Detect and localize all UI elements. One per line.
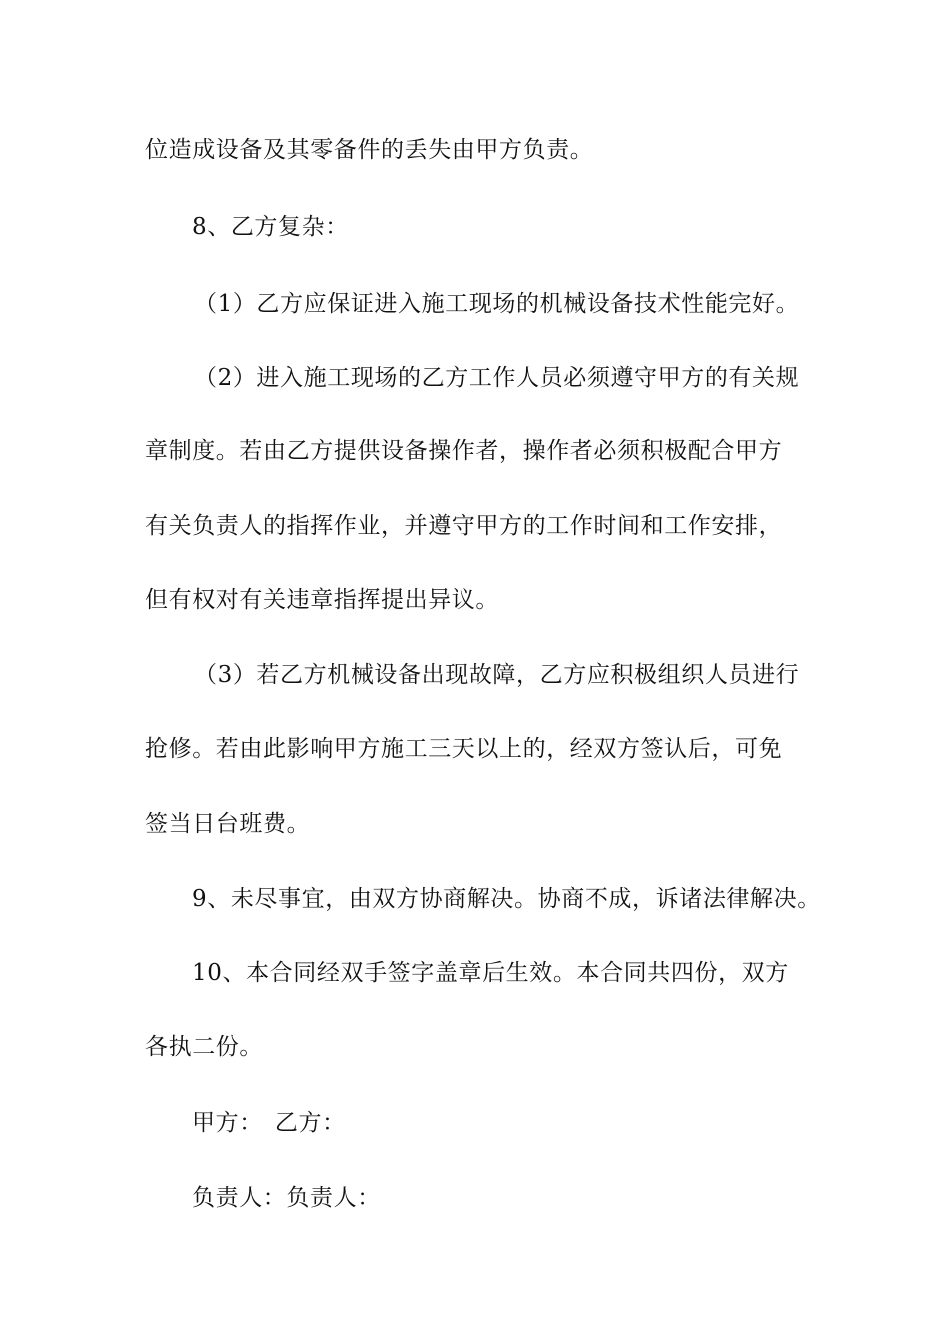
text-line-1: 位造成设备及其零备件的丢失由甲方负责。 <box>145 137 594 163</box>
clause-8-item-3-line-3: 签当日台班费。 <box>145 811 311 837</box>
clause-8-item-3-line-2: 抢修。若由此影响甲方施工三天以上的，经双方签认后，可免 <box>145 736 783 762</box>
clause-8-item-2-line-3: 有关负责人的指挥作业，并遵守甲方的工作时间和工作安排， <box>145 513 783 539</box>
clause-9: 9、未尽事宜，由双方协商解决。协商不成，诉诸法律解决。 <box>192 886 821 912</box>
clause-8-item-1: （1）乙方应保证进入施工现场的机械设备技术性能完好。 <box>194 291 800 317</box>
party-labels: 甲方： 乙方： <box>192 1110 346 1136</box>
clause-10-line-2: 各执二份。 <box>145 1034 263 1060</box>
clause-8-heading: 8、乙方复杂： <box>192 214 349 240</box>
clause-8-item-3-line-1: （3）若乙方机械设备出现故障，乙方应积极组织人员进行 <box>194 662 800 688</box>
clause-8-item-2-line-4: 但有权对有关违章指挥提出异议。 <box>145 587 499 613</box>
clause-8-item-2-line-1: （2）进入施工现场的乙方工作人员必须遵守甲方的有关规 <box>194 365 800 391</box>
clause-8-item-2-line-2: 章制度。若由乙方提供设备操作者，操作者必须积极配合甲方 <box>145 438 783 464</box>
clause-10-line-1: 10、本合同经双手签字盖章后生效。本合同共四份，双方 <box>192 960 789 986</box>
responsible-person-labels: 负责人：负责人： <box>192 1185 381 1211</box>
